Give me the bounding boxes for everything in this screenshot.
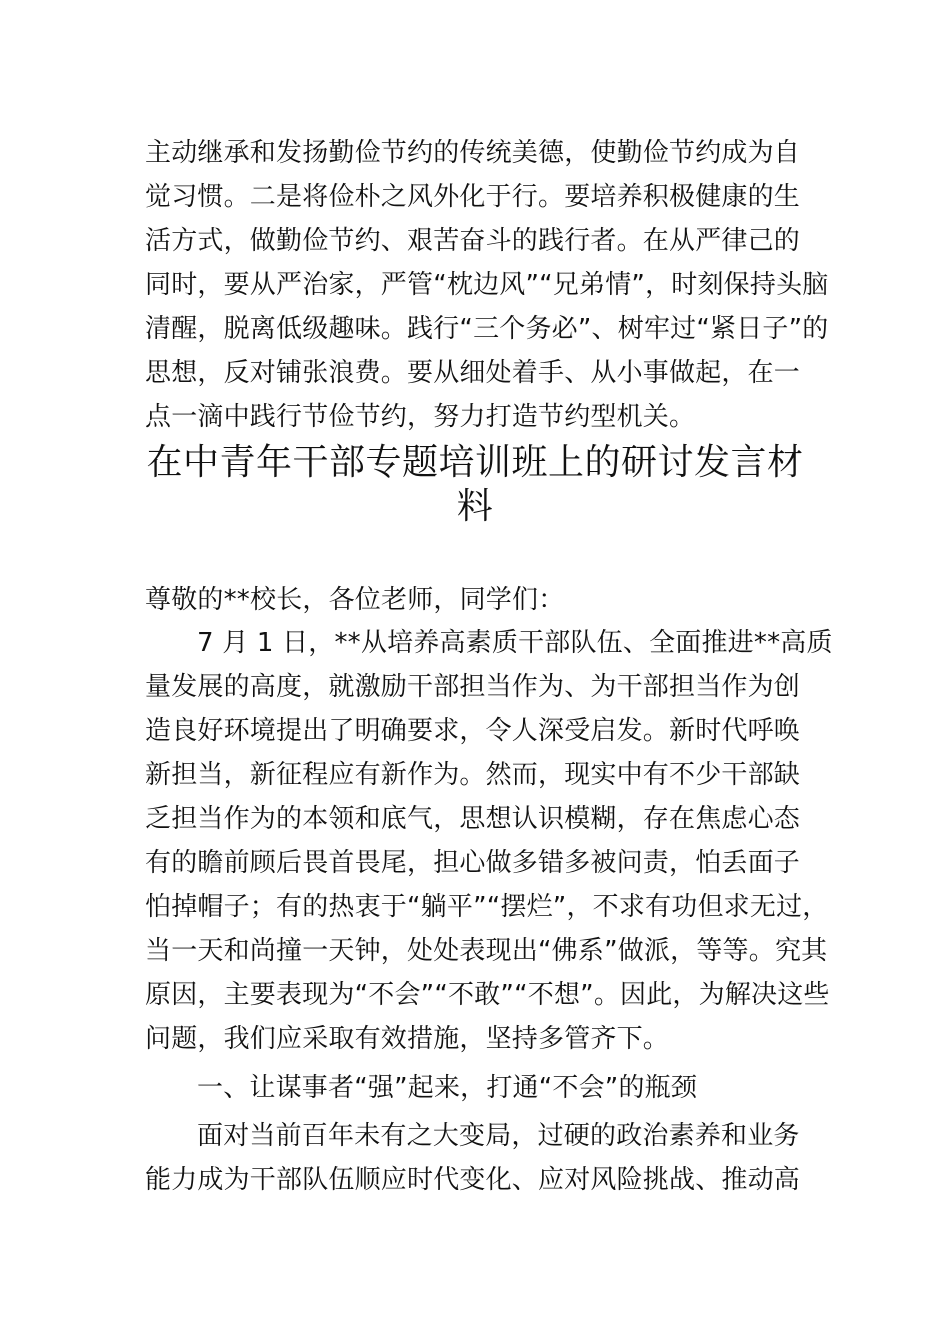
body-text-line: 7 月 1 日，**从培养高素质干部队伍、全面推进**高质 (197, 628, 833, 658)
body-text-line: 有的瞻前顾后畏首畏尾，担心做多错多被问责，怕丢面子 (145, 848, 801, 878)
body-text-line: 觉习惯。二是将俭朴之风外化于行。要培养积极健康的生 (145, 182, 801, 212)
salutation: 尊敬的**校长，各位老师，同学们： (145, 585, 565, 615)
body-text-line: 原因，主要表现为“不会”“不敢”“不想”。因此，为解决这些 (145, 980, 830, 1010)
body-text-line: 思想，反对铺张浪费。要从细处着手、从小事做起，在一 (145, 358, 801, 388)
body-text-line: 造良好环境提出了明确要求，令人深受启发。新时代呼唤 (145, 716, 801, 746)
body-text-line: 主动继承和发扬勤俭节约的传统美德，使勤俭节约成为自 (145, 138, 801, 168)
body-text-line: 量发展的高度，就激励干部担当作为、为干部担当作为创 (145, 672, 801, 702)
body-text-line: 面对当前百年未有之大变局，过硬的政治素养和业务 (197, 1121, 800, 1151)
body-text-line: 同时，要从严治家，严管“枕边风”“兄弟情”，时刻保持头脑 (145, 270, 829, 300)
body-text-line: 乏担当作为的本领和底气，思想认识模糊，存在焦虑心态 (145, 804, 801, 834)
document-title-continued: 料 (456, 486, 494, 527)
section-heading: 一、让谋事者“强”起来，打通“不会”的瓶颈 (197, 1073, 698, 1103)
document-title: 在中青年干部专题培训班上的研讨发言材 (146, 442, 804, 483)
body-text-line: 能力成为干部队伍顺应时代变化、应对风险挑战、推动高 (145, 1165, 801, 1195)
body-text-line: 怕掉帽子；有的热衷于“躺平”“摆烂”，不求有功但求无过， (145, 892, 829, 922)
body-text-line: 新担当，新征程应有新作为。然而，现实中有不少干部缺 (145, 760, 801, 790)
body-text-line: 问题，我们应采取有效措施，坚持多管齐下。 (145, 1024, 670, 1054)
body-text-line: 点一滴中践行节俭节约，努力打造节约型机关。 (145, 402, 696, 432)
body-text-line: 活方式，做勤俭节约、艰苦奋斗的践行者。在从严律己的 (145, 226, 801, 256)
body-text-line: 当一天和尚撞一天钟，处处表现出“佛系”做派，等等。究其 (145, 936, 828, 966)
body-text-line: 清醒，脱离低级趣味。践行“三个务必”、树牢过“紧日子”的 (145, 314, 829, 344)
